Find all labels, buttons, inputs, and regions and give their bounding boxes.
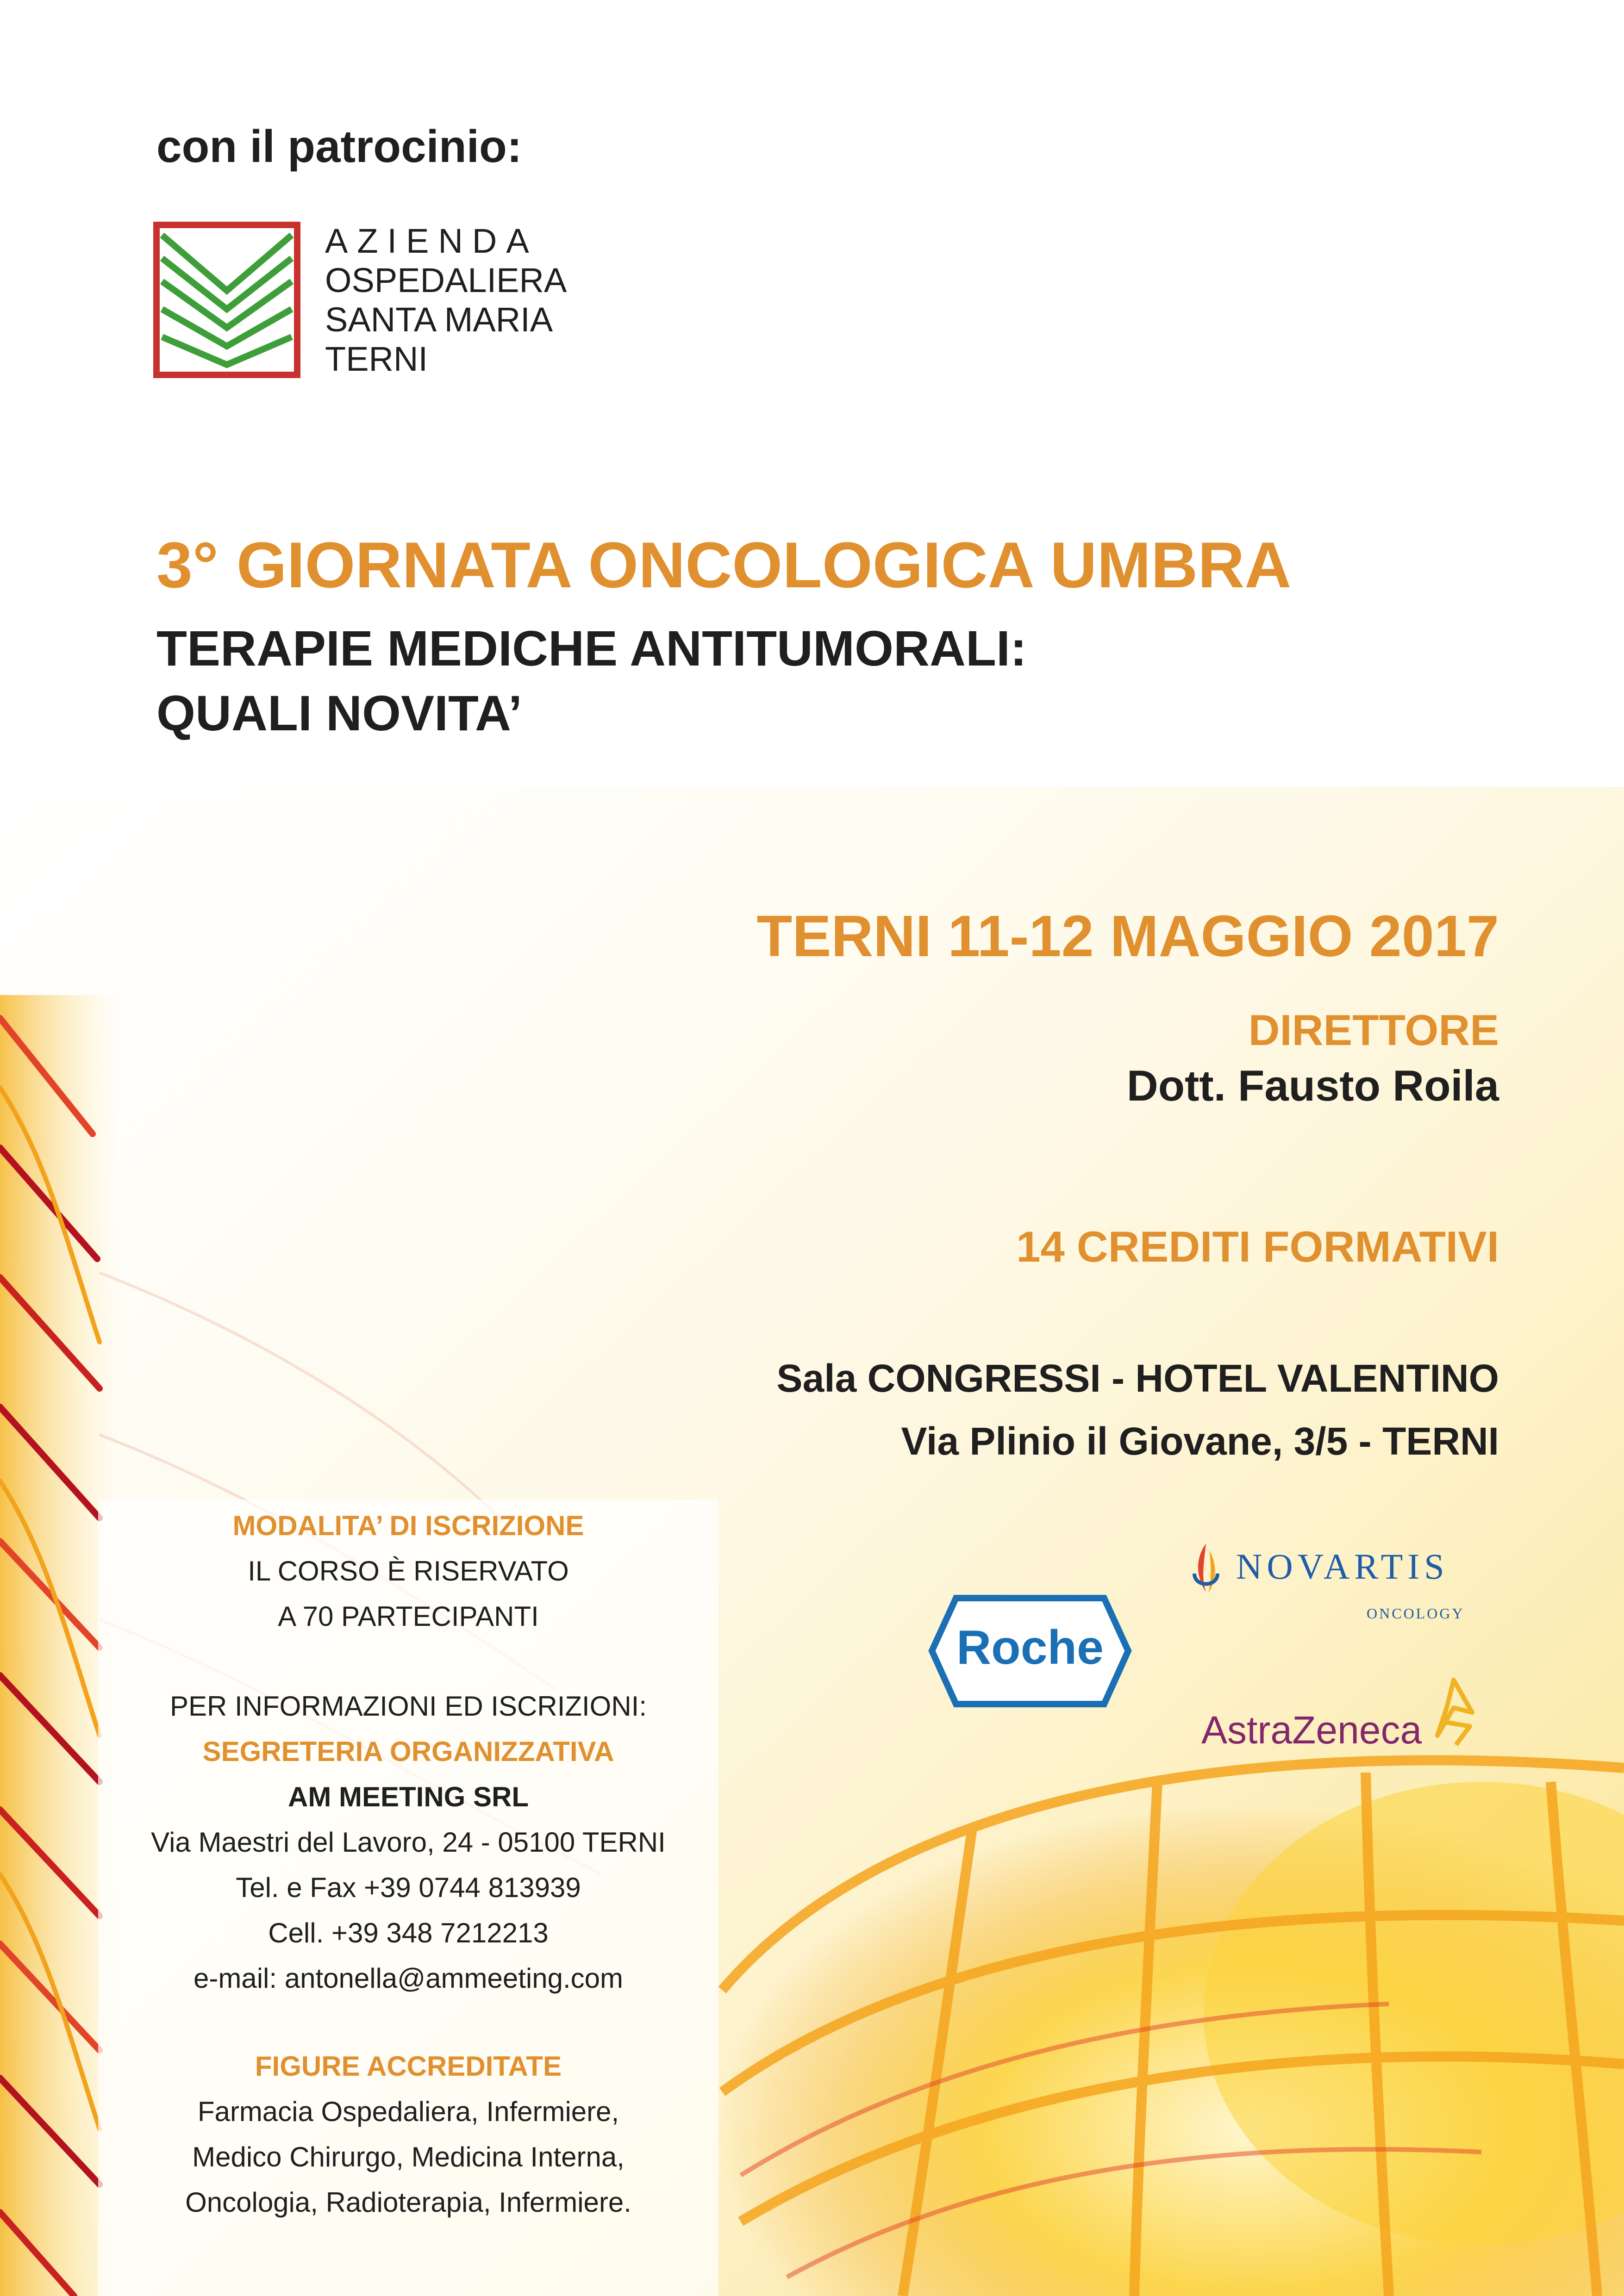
accredited-line: Oncologia, Radioterapia, Infermiere. (185, 2187, 631, 2218)
accredited-heading: FIGURE ACCREDITATE (255, 2051, 562, 2082)
venue-name: Sala CONGRESSI - HOTEL VALENTINO (776, 1356, 1499, 1400)
director-label: DIRETTORE (1248, 1006, 1499, 1054)
venue-address: Via Plinio il Giovane, 3/5 - TERNI (901, 1419, 1499, 1463)
event-title: 3° GIORNATA ONCOLOGICA UMBRA (156, 529, 1292, 601)
hospital-logo (153, 221, 583, 379)
astrazeneca-name: AstraZeneca (1201, 1708, 1422, 1752)
registration-line: IL CORSO È RISERVATO (248, 1556, 569, 1587)
novartis-logo (1190, 1541, 1486, 1634)
registration-heading: MODALITA’ DI ISCRIZIONE (232, 1510, 584, 1541)
event-subtitle: TERAPIE MEDICHE ANTITUMORALI: (156, 620, 1027, 676)
company-name: AM MEETING SRL (288, 1781, 529, 1812)
hospital-logo-line: OSPEDALIERA (325, 261, 567, 299)
secretariat-heading: SEGRETERIA ORGANIZZATIVA (202, 1736, 614, 1767)
event-date: TERNI 11-12 MAGGIO 2017 (756, 903, 1499, 969)
contact-intro: PER INFORMAZIONI ED ISCRIZIONI: (169, 1691, 647, 1722)
novartis-name: NOVARTIS (1236, 1546, 1449, 1587)
hospital-logo-line: SANTA MARIA (325, 300, 553, 339)
astrazeneca-logo (1201, 1666, 1488, 1759)
hospital-logo-line: AZIENDA (325, 222, 538, 260)
credits: 14 CREDITI FORMATIVI (1016, 1222, 1499, 1271)
phone-number: Tel. e Fax +39 0744 813939 (236, 1872, 581, 1903)
mobile-number: Cell. +39 348 7212213 (268, 1917, 549, 1948)
patronage-label: con il patrocinio: (156, 121, 522, 172)
hospital-logo-mark-icon (153, 221, 301, 379)
astrazeneca-symbol-icon (1428, 1675, 1479, 1749)
accredited-line: Medico Chirurgo, Medicina Interna, (192, 2141, 625, 2172)
company-address: Via Maestri del Lavoro, 24 - 05100 TERNI (151, 1827, 666, 1858)
info-panel (98, 1500, 718, 2296)
hospital-logo-line: TERNI (325, 340, 428, 378)
email-link[interactable]: e-mail: antonella@ammeeting.com (194, 1963, 623, 1994)
novartis-sub: ONCOLOGY (1367, 1605, 1465, 1622)
event-subtitle: QUALI NOVITA’ (156, 685, 523, 741)
accredited-line: Farmacia Ospedaliera, Infermiere, (197, 2096, 619, 2127)
director-name: Dott. Fausto Roila (1126, 1061, 1499, 1110)
registration-line: A 70 PARTECIPANTI (278, 1601, 539, 1632)
roche-name: Roche (956, 1621, 1104, 1674)
novartis-flame-icon (1190, 1541, 1222, 1597)
roche-logo (928, 1594, 1132, 1708)
